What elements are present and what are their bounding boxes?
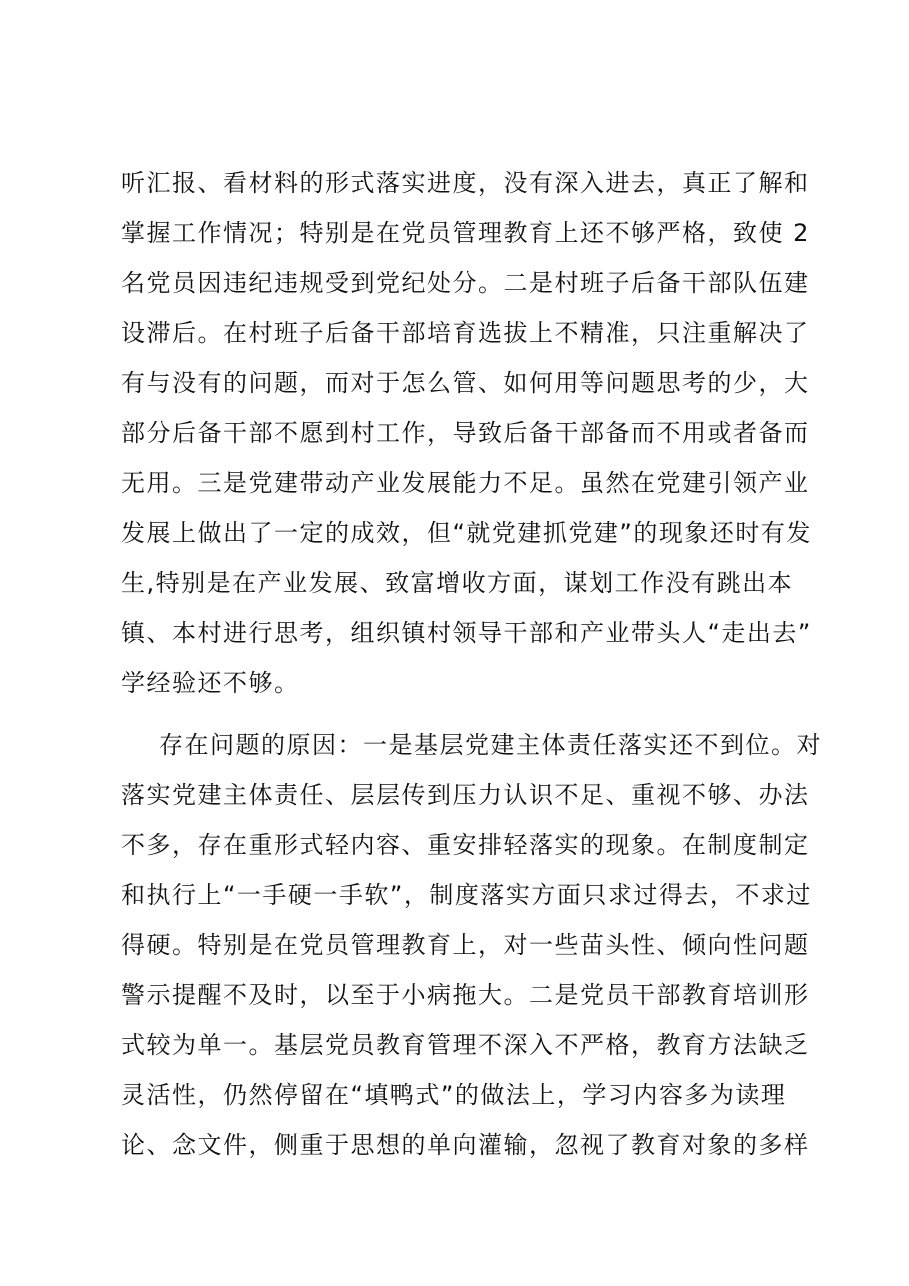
paragraph-2 [121, 720, 822, 1170]
text-line: 得硬。特别是在党员管理教育上，对一些苗头性、倾向性问题 [121, 931, 810, 959]
text-line: 名党员因违纪违规受到党纪处分。二是村班子后备干部队伍建 [121, 269, 810, 297]
text-line: 镇、本村进行思考，组织镇村领导干部和产业带头人“走出去” [121, 619, 812, 647]
text-line: 学经验还不够。 [121, 669, 300, 697]
text-line: 生,特别是在产业发展、致富增收方面，谋划工作没有跳出本 [121, 569, 794, 597]
text-line: 警示提醒不及时，以至于小病拖大。二是党员干部教育培训形 [121, 981, 810, 1009]
text-line: 部分后备干部不愿到村工作，导致后备干部备而不用或者备而 [121, 419, 810, 447]
text-line: 和执行上“一手硬一手软”，制度落实方面只求过得去，不求过 [121, 881, 812, 909]
text-line: 论、念文件，侧重于思想的单向灌输，忽视了教育对象的多样 [121, 1131, 810, 1159]
text-line: 听汇报、看材料的形式落实进度，没有深入进去，真正了解和 [121, 169, 810, 197]
text-line: 无用。三是党建带动产业发展能力不足。虽然在党建引领产业 [121, 469, 810, 497]
document-body [121, 158, 822, 1170]
paragraph-1 [121, 158, 812, 708]
text-line: 灵活性，仍然停留在“填鸭式”的做法上，学习内容多为读理 [121, 1081, 787, 1109]
paragraph-spacer [121, 708, 801, 720]
text-line: 发展上做出了一定的成效，但“就党建抓党建”的现象还时有发 [121, 519, 812, 547]
text-line-indented: 存在问题的原因：一是基层党建主体责任落实还不到位。对 [159, 731, 822, 759]
text-line: 落实党建主体责任、层层传到压力认识不足、重视不够、办法 [121, 781, 810, 809]
text-line: 掌握工作情况；特别是在党员管理教育上还不够严格，致使 2 [121, 219, 810, 247]
text-line: 式较为单一。基层党员教育管理不深入不严格，教育方法缺乏 [121, 1031, 810, 1059]
text-line: 有与没有的问题，而对于怎么管、如何用等问题思考的少，大 [121, 369, 810, 397]
text-line: 不多，存在重形式轻内容、重安排轻落实的现象。在制度制定 [121, 831, 810, 859]
text-line: 设滞后。在村班子后备干部培育选拔上不精准，只注重解决了 [121, 319, 810, 347]
